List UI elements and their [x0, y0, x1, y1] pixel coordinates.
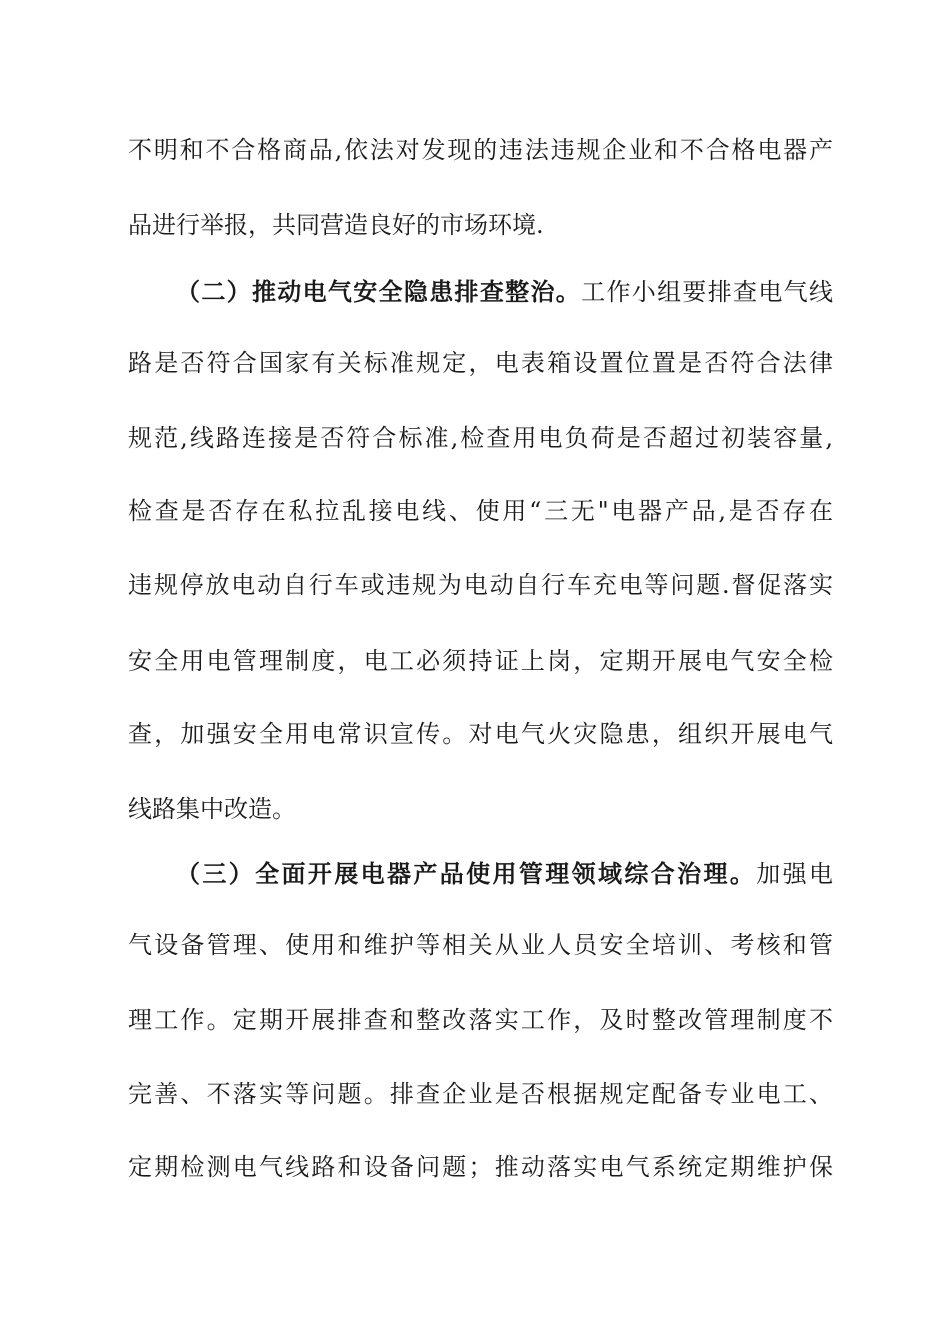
text-line: 不明和不合格商品,依法对发现的违法违规企业和不合格电器产 — [128, 136, 833, 164]
text-line: 定期检测电气线路和设备问题；推动落实电气系统定期维护保 — [128, 1153, 833, 1181]
paragraph-first-line — [176, 272, 833, 312]
paragraph-first-line — [176, 854, 833, 894]
text-line: 违规停放电动自行车或违规为电动自行车充电等问题.督促落实 — [128, 571, 833, 599]
text-line: 检查是否存在私拉乱接电线、使用“三无"电器产品,是否存在 — [128, 497, 833, 525]
text-line: 线路集中改造。 — [128, 795, 296, 823]
text-fragment: 加强电 — [756, 860, 833, 888]
text-fragment: 工作小组要排查电气线 — [581, 278, 834, 306]
text-line: 安全用电管理制度，电工必须持证上岗，定期开展电气安全检 — [128, 647, 833, 675]
text-line: 查，加强安全用电常识宣传。对电气火灾隐患，组织开展电气 — [128, 720, 833, 748]
text-line: 完善、不落实等问题。排查企业是否根据规定配备专业电工、 — [128, 1080, 833, 1108]
text-line: 规范,线路连接是否符合标准,检查用电负荷是否超过初装容量, — [128, 424, 833, 452]
text-line: 气设备管理、使用和维护等相关从业人员安全培训、考核和管 — [128, 931, 833, 959]
text-line: 品进行举报，共同营造良好的市场环境. — [128, 211, 544, 239]
text-line: 理工作。定期开展排查和整改落实工作，及时整改管理制度不 — [128, 1006, 833, 1034]
text-line: 路是否符合国家有关标准规定，电表箱设置位置是否符合法律 — [128, 349, 833, 377]
section-heading: （三）全面开展电器产品使用管理领域综合治理。 — [176, 859, 757, 888]
section-heading: （二）推动电气安全隐患排查整治。 — [176, 277, 582, 306]
